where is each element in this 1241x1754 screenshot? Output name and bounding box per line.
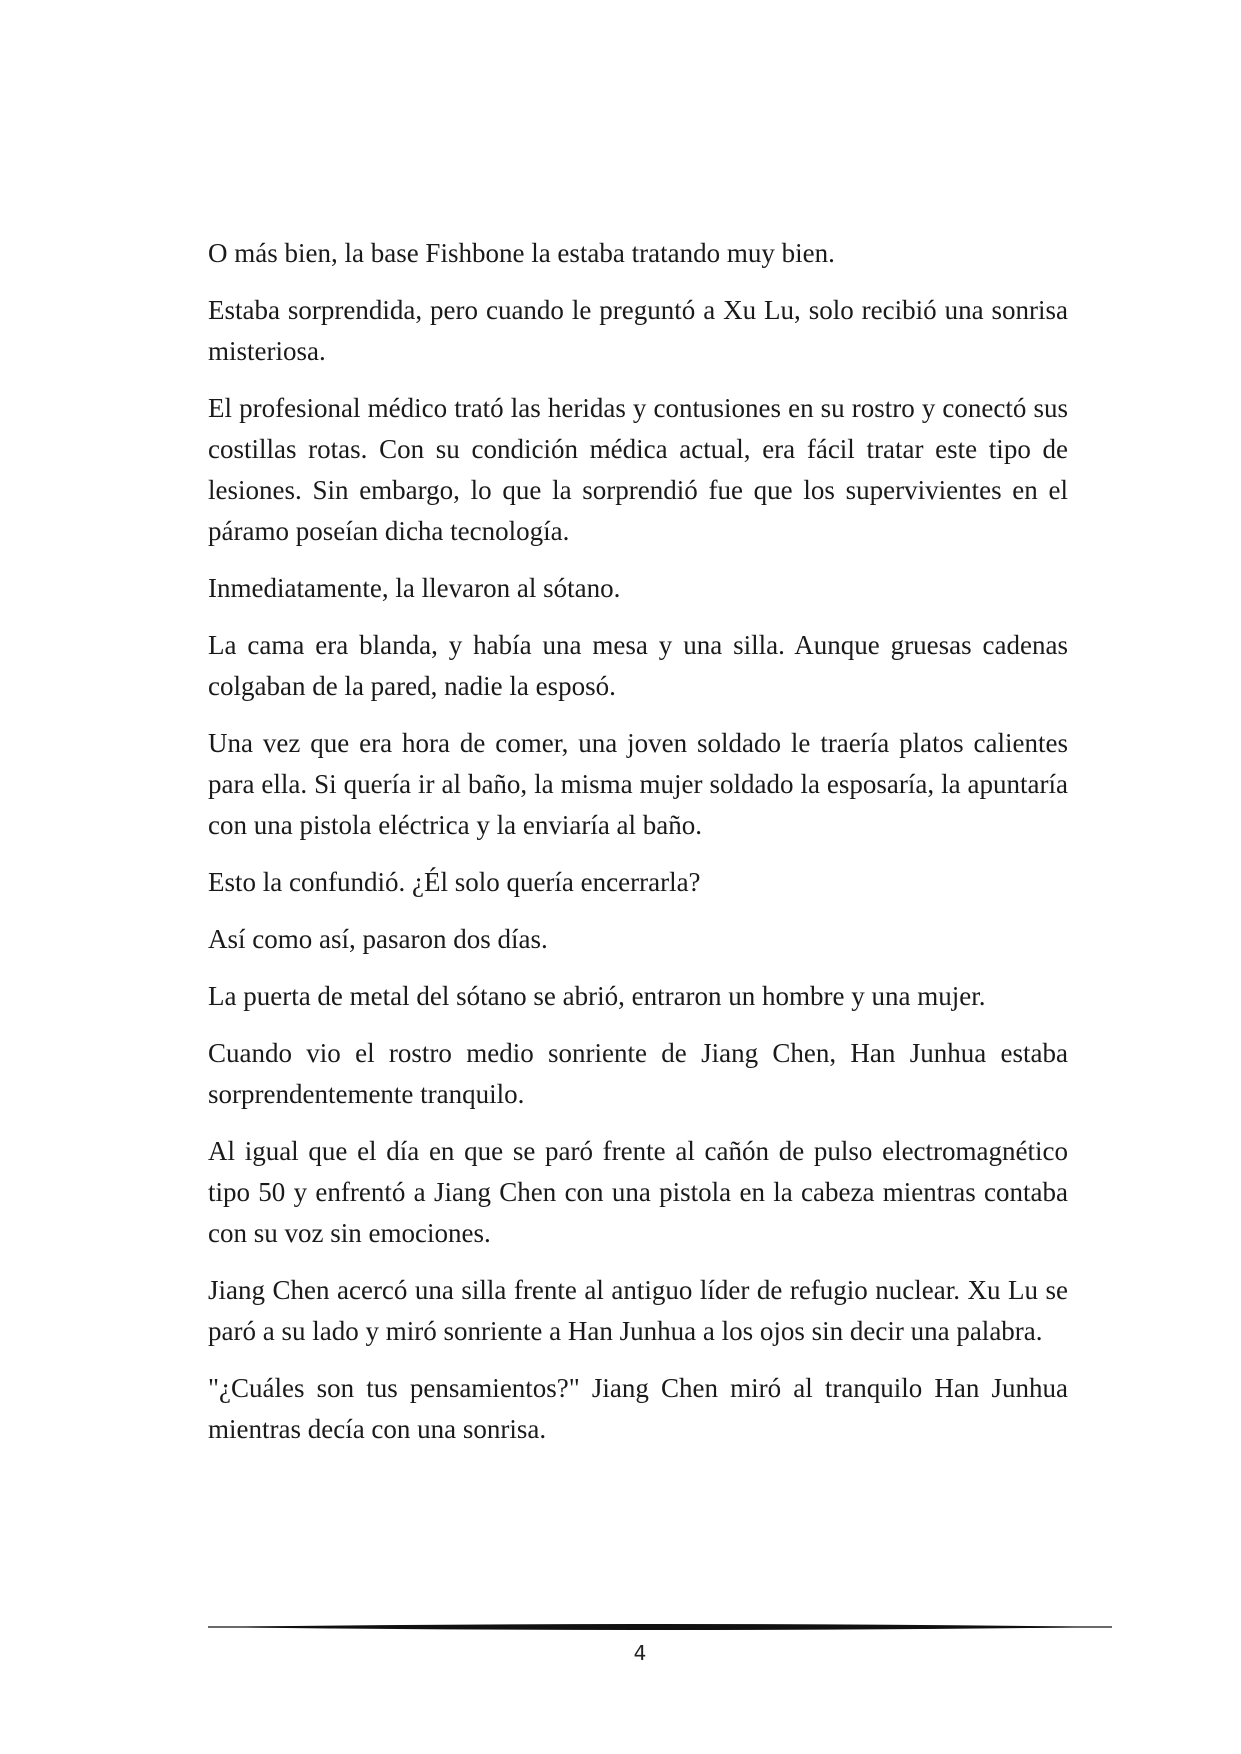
paragraph: La puerta de metal del sótano se abrió, entraron un hombre y una mujer. — [208, 981, 986, 1011]
paragraph: Así como así, pasaron dos días. — [208, 924, 548, 954]
paragraph: Jiang Chen acercó una silla frente al antiguo líder de refugio nuclear. Xu Lu se paró a su lado y miró sonriente a Han Junhua a los ojos sin decir una palabra. — [208, 1275, 1068, 1346]
paragraph: La cama era blanda, y había una mesa y una silla. Aunque gruesas cadenas colgaban de la pared, nadie la esposó. — [208, 630, 1068, 701]
paragraph: El profesional médico trató las heridas y contusiones en su rostro y conectó sus costillas rotas. Con su condición médica actual, era fácil tratar este tipo de lesiones. Sin embargo, lo que la sorprendió fue que los supervivientes en el páramo poseían dicha tecnología. — [208, 393, 1068, 546]
paragraph: Cuando vio el rostro medio sonriente de Jiang Chen, Han Junhua estaba sorprendentemente tranquilo. — [208, 1038, 1068, 1109]
page-number: 4 — [633, 1641, 647, 1665]
paragraph: "¿Cuáles son tus pensamientos?" Jiang Chen miró al tranquilo Han Junhua mientras decía con una sonrisa. — [208, 1373, 1068, 1444]
footer-divider — [208, 1621, 1112, 1633]
paragraph: O más bien, la base Fishbone la estaba tratando muy bien. — [208, 238, 835, 268]
paragraph: Al igual que el día en que se paró frente al cañón de pulso electromagnético tipo 50 y enfrentó a Jiang Chen con una pistola en la cabeza mientras contaba con su voz sin emociones. — [208, 1136, 1068, 1248]
paragraph: Una vez que era hora de comer, una joven soldado le traería platos calientes para ella. Si quería ir al baño, la misma mujer soldado la esposaría, la apuntaría con una pistola eléctrica y la enviaría al baño. — [208, 728, 1068, 840]
paragraph: Esto la confundió. ¿Él solo quería encerrarla? — [208, 867, 701, 897]
paragraph: Inmediatamente, la llevaron al sótano. — [208, 573, 621, 603]
paragraph: Estaba sorprendida, pero cuando le preguntó a Xu Lu, solo recibió una sonrisa misteriosa. — [208, 295, 1068, 366]
page-body — [208, 233, 1068, 1466]
